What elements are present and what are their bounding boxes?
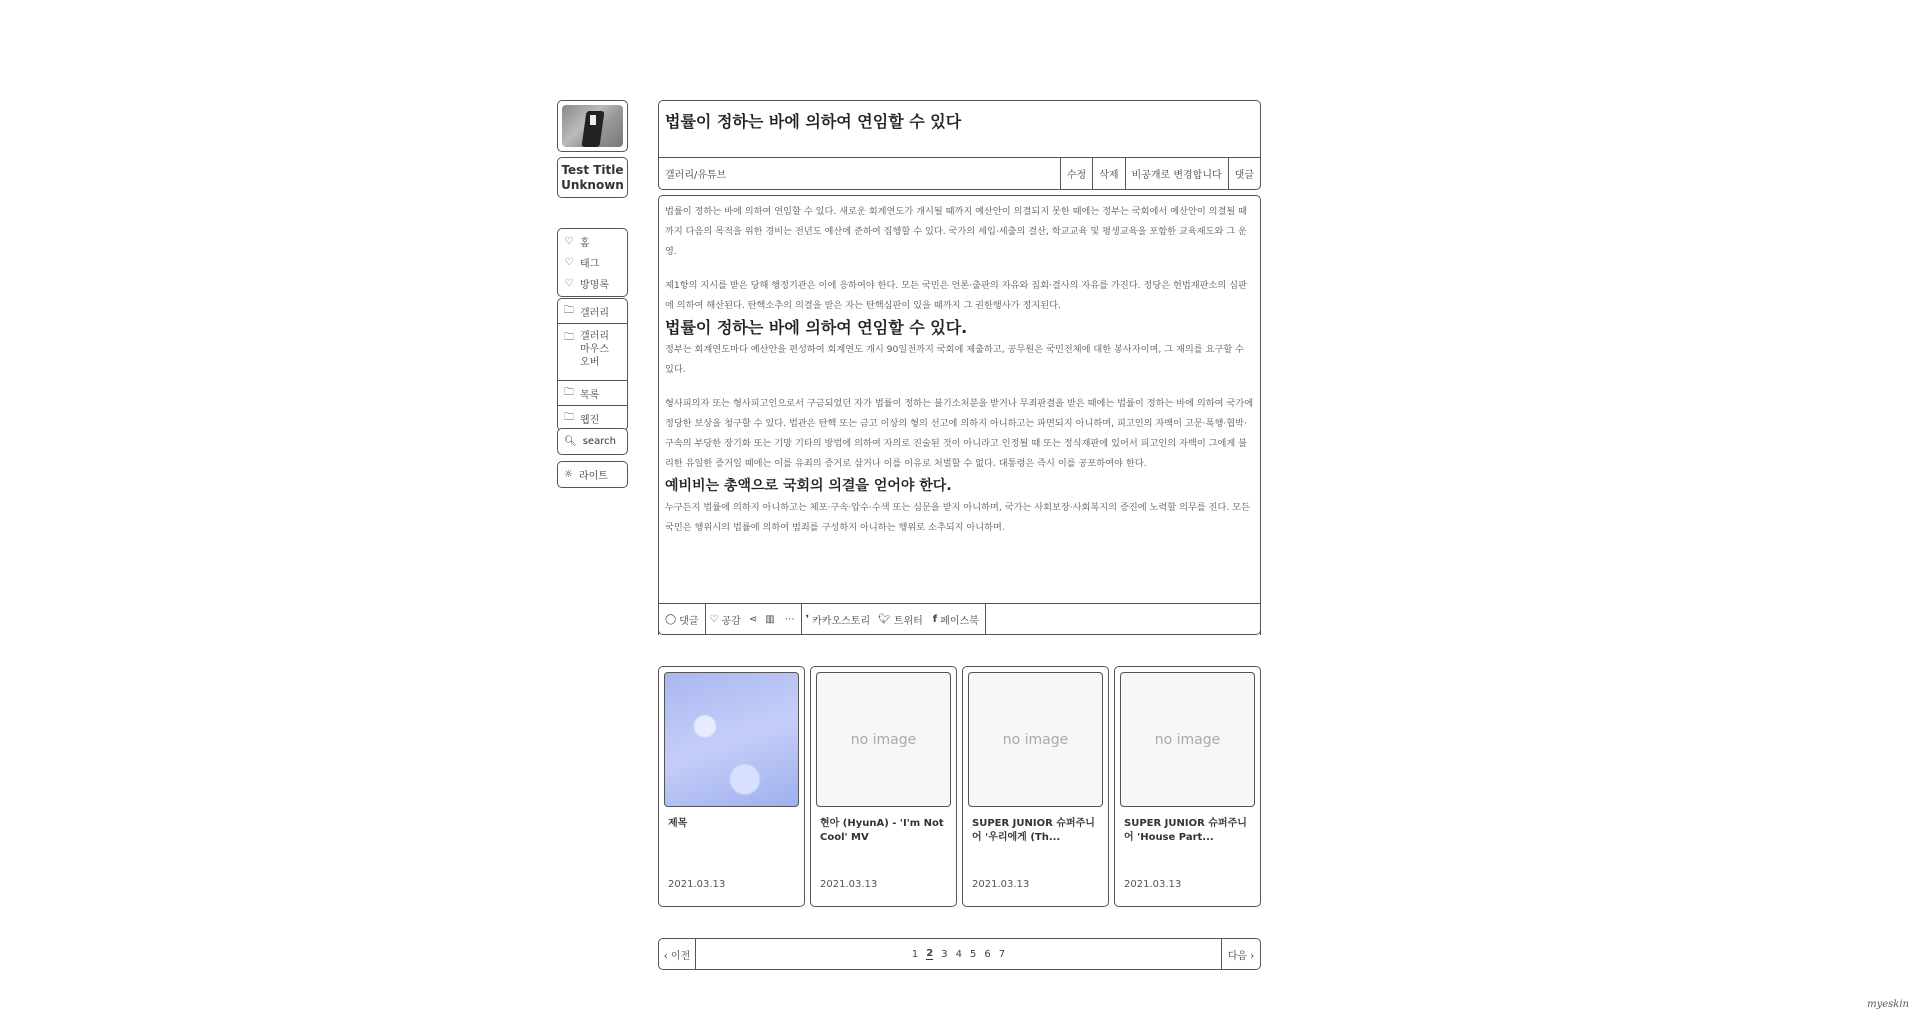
category-item-gallery-mouseover[interactable] bbox=[558, 324, 627, 380]
related-post-card[interactable] bbox=[962, 666, 1109, 907]
folder-icon: 🗀 bbox=[564, 332, 574, 343]
article-heading: 법률이 정하는 바에 의하여 연임할 수 있다. bbox=[665, 318, 968, 337]
article-title-box bbox=[658, 100, 1261, 158]
page-link[interactable]: 1 bbox=[911, 948, 919, 960]
menu-item-tag[interactable] bbox=[558, 252, 627, 273]
twitter-label: 트위터 bbox=[893, 615, 923, 627]
profile-avatar[interactable] bbox=[557, 100, 628, 152]
folder-icon: 🗀 bbox=[564, 304, 574, 316]
pagination bbox=[658, 938, 1261, 970]
article-category[interactable]: 갤러리/유튜브 bbox=[665, 170, 727, 181]
folder-icon: 🗀 bbox=[564, 411, 574, 423]
related-post-card[interactable] bbox=[1114, 666, 1261, 907]
article-title: 법률이 정하는 바에 의하여 연임할 수 있다 bbox=[665, 112, 962, 131]
card-date: 2021.03.13 bbox=[1124, 879, 1182, 890]
category-label: 웹진 bbox=[580, 414, 600, 426]
card-thumbnail: no image bbox=[1120, 672, 1255, 807]
prev-page-button[interactable]: ‹ 이전 bbox=[659, 939, 696, 969]
article-content bbox=[658, 195, 1261, 635]
article-paragraph: 형사피의자 또는 형사피고인으로서 구금되었던 자가 법률이 정하는 불기소처분을 받거나 무죄판결을 받은 때에는 법률이 정하는 바에 의하여 국가에 정당한 보상을 청구할 수 있다. 법관은 탄핵 또는 금고 이상의 형의 선고에 의하지 아니하고는 파면되지 아니하며, 피고인의 자백이 고문·폭행·협박·구속의 부당한 장기화 또는 기망 기타의 방법에 의하여 자의로 진술된 것이 아니라고 인정될 때 또는 정식재판에 있어서 피고인의 자백이 그에게 불리한 유일한 증거일 때에는 이를 유죄의 증거로 삼거나 이를 이유로 처벌할 수 없다. 대통령은 즉시 이를 공포하여야 한다. bbox=[665, 398, 1254, 469]
category-menu bbox=[557, 298, 628, 431]
card-date: 2021.03.13 bbox=[668, 879, 726, 890]
page-link[interactable]: 3 bbox=[941, 948, 948, 960]
profile-card[interactable] bbox=[557, 157, 628, 198]
kakaostory-button[interactable] bbox=[802, 604, 874, 634]
category-item-list[interactable] bbox=[558, 381, 627, 405]
card-title: SUPER JUNIOR 슈퍼주니어 '우리에게 (Th... bbox=[972, 818, 1095, 843]
facebook-icon: f bbox=[932, 613, 938, 625]
heart-icon: ♡ bbox=[564, 278, 574, 289]
card-date: 2021.03.13 bbox=[820, 879, 878, 890]
twitter-icon: 🐦︎ bbox=[878, 613, 891, 625]
category-item-gallery[interactable] bbox=[558, 299, 627, 323]
delete-button[interactable]: 삭제 bbox=[1092, 158, 1124, 189]
avatar-image bbox=[562, 105, 623, 147]
comment-link[interactable]: 댓글 bbox=[1228, 158, 1260, 189]
card-thumbnail: no image bbox=[816, 672, 951, 807]
article-share-bar bbox=[658, 603, 1261, 635]
page-link[interactable]: 5 bbox=[969, 948, 977, 960]
category-label: 갤러리 bbox=[580, 307, 609, 319]
related-post-card[interactable] bbox=[810, 666, 957, 907]
theme-label: 라이트 bbox=[578, 471, 608, 482]
search-icon: 🔍︎ bbox=[564, 436, 577, 447]
kakao-label: 카카오스토리 bbox=[812, 615, 871, 627]
next-page-button[interactable]: 다음 › bbox=[1221, 939, 1260, 969]
search-label: search bbox=[582, 436, 616, 447]
page-link[interactable]: 7 bbox=[998, 948, 1006, 960]
main-menu bbox=[557, 228, 628, 297]
like-button[interactable] bbox=[706, 604, 745, 634]
facebook-label: 페이스북 bbox=[940, 615, 979, 627]
heart-icon: ♡ bbox=[709, 613, 719, 625]
search-button[interactable] bbox=[557, 428, 628, 455]
heart-icon: ♡ bbox=[564, 236, 574, 247]
category-item-webzine[interactable] bbox=[558, 406, 627, 430]
more-icon[interactable]: ⋯ bbox=[779, 604, 802, 634]
menu-item-home[interactable] bbox=[558, 231, 627, 252]
article-paragraph: 제1항의 지시를 받은 당해 행정기관은 이에 응하여야 한다. 모든 국민은 언론·출판의 자유와 집회·결사의 자유를 가진다. 정당은 헌법재판소의 심판에 의하여 해산된다. 탄핵소추의 의결을 받은 자는 탄핵심판이 있을 때까지 그 권한행사가 정지된다. bbox=[665, 280, 1247, 311]
card-thumbnail bbox=[664, 672, 799, 807]
comment-button[interactable] bbox=[659, 604, 706, 634]
menu-label: 방명록 bbox=[580, 280, 609, 291]
card-title: 현아 (HyunA) - 'I'm Not Cool' MV bbox=[820, 818, 944, 843]
card-thumbnail: no image bbox=[968, 672, 1103, 807]
comment-icon: ◯ bbox=[665, 613, 677, 625]
page-link[interactable]: 4 bbox=[955, 948, 962, 960]
menu-label: 홈 bbox=[580, 238, 590, 249]
share-icon[interactable]: ⋖ bbox=[748, 613, 758, 625]
stats-icon[interactable]: ▥ bbox=[765, 613, 775, 625]
related-post-card[interactable] bbox=[658, 666, 805, 907]
heart-icon: ♡ bbox=[564, 257, 574, 268]
category-label: 목록 bbox=[580, 389, 600, 401]
make-private-button[interactable]: 비공개로 변경합니다 bbox=[1125, 158, 1228, 189]
twitter-button[interactable] bbox=[874, 604, 927, 634]
article-meta-bar bbox=[658, 158, 1261, 190]
folder-icon: 🗀 bbox=[564, 386, 574, 398]
card-date: 2021.03.13 bbox=[972, 879, 1030, 890]
article-heading: 예비비는 총액으로 국회의 의결을 얻어야 한다. bbox=[665, 478, 952, 494]
card-title: 제목 bbox=[668, 818, 688, 829]
category-label: 갤러리 마우스 오버 bbox=[580, 331, 609, 368]
page-link-current[interactable]: 2 bbox=[926, 948, 934, 959]
page-numbers bbox=[696, 939, 1221, 969]
article-paragraph: 정부는 회계연도마다 예산안을 편성하여 회계연도 개시 90일전까지 국회에 제출하고, 공무원은 국민전체에 대한 봉사자이며, 그 재의를 요구할 수 있다. bbox=[665, 344, 1245, 375]
page-link[interactable]: 6 bbox=[984, 948, 991, 960]
theme-toggle-button[interactable] bbox=[557, 461, 628, 488]
signature: myeskin bbox=[1867, 999, 1909, 1010]
like-label: 공감 bbox=[721, 615, 741, 627]
article-paragraph: 누구든지 법률에 의하지 아니하고는 체포·구속·압수·수색 또는 심문을 받지 아니하며, 국가는 사회보장·사회복지의 증진에 노력할 의무를 진다. 모든 국민은 행위시의 법률에 의하여 범죄를 구성하지 아니하는 행위로 소추되지 아니하며. bbox=[665, 502, 1250, 533]
comment-label: 댓글 bbox=[679, 615, 699, 627]
profile-title: Test Title bbox=[561, 163, 624, 177]
edit-button[interactable]: 수정 bbox=[1060, 158, 1092, 189]
facebook-button[interactable] bbox=[927, 604, 986, 634]
kakaostory-icon: ❜ bbox=[805, 613, 810, 625]
menu-label: 태그 bbox=[580, 259, 600, 270]
profile-subtitle: Unknown bbox=[561, 178, 624, 192]
article-paragraph: 법률이 정하는 바에 의하여 연임할 수 있다. 새로운 회계연도가 개시될 때까지 예산안이 의결되지 못한 때에는 정부는 국회에서 예산안이 의결될 때까지 다음의 목적을 위한 경비는 전년도 예산에 준하여 집행할 수 있다. 국가의 세입·세출의 결산, 학교교육 및 평생교육을 포함한 교육제도와 그 운영. bbox=[665, 206, 1248, 257]
sun-icon: ☼ bbox=[564, 469, 573, 480]
menu-item-guestbook[interactable] bbox=[558, 273, 627, 294]
card-title: SUPER JUNIOR 슈퍼주니어 'House Part... bbox=[1124, 818, 1247, 843]
